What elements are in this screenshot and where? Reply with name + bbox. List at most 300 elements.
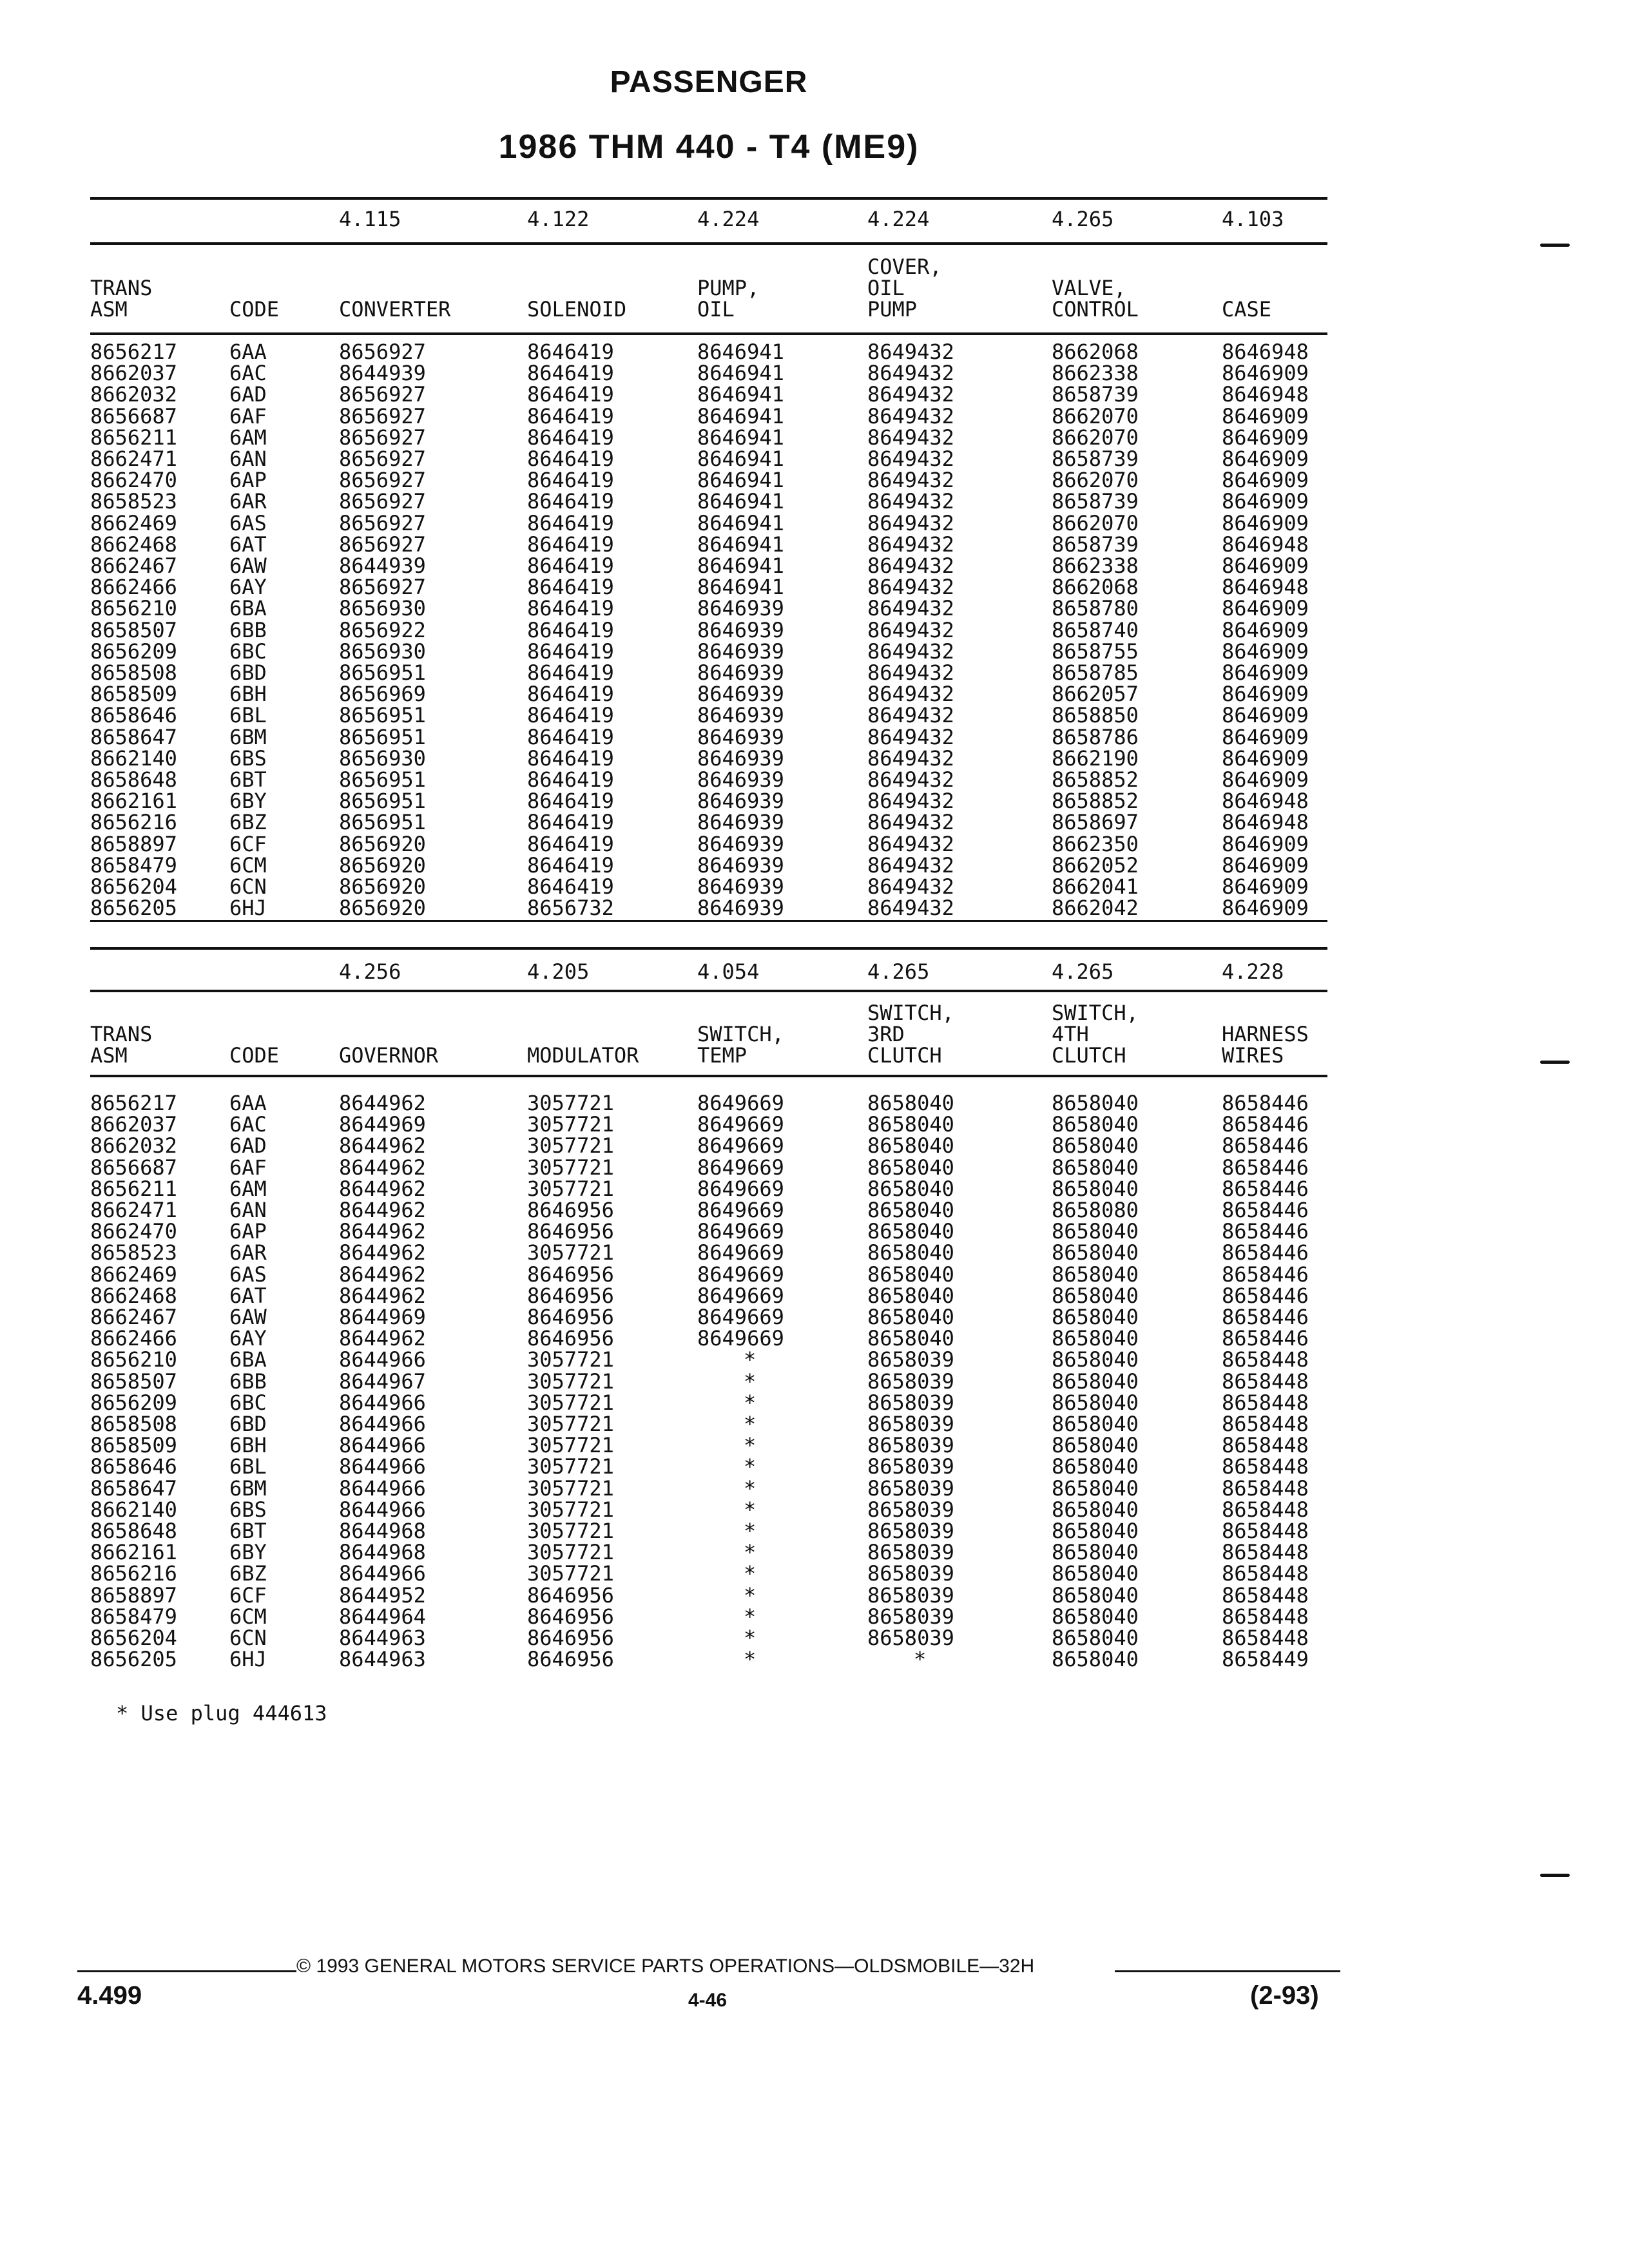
section-code: 4.115 (339, 207, 401, 231)
table-cell: 8658040 (1052, 1540, 1139, 1565)
table-cell: 8649432 (867, 532, 954, 557)
table-cell: 8646948 (1222, 810, 1309, 835)
table-cell: 8656930 (339, 596, 426, 621)
table-cell: 8658448 (1222, 1582, 1309, 1608)
table-cell: 6AR (229, 1240, 267, 1265)
table-cell: 8656211 (90, 1176, 177, 1201)
table-cell: 8649669 (697, 1133, 784, 1158)
table-cell: 8658039 (867, 1604, 954, 1629)
table-cell: 8658508 (90, 1412, 177, 1436)
table-cell: 3057721 (527, 1133, 614, 1158)
table-cell: 8646939 (697, 596, 784, 621)
table-cell: 8656920 (339, 852, 426, 878)
column-header: CODE (229, 1043, 280, 1068)
table-cell: 8646419 (527, 617, 614, 642)
footer-rule-right (1115, 1970, 1340, 1972)
table-row (90, 812, 1327, 833)
table-cell: 8658446 (1222, 1219, 1309, 1244)
table-cell: 8644966 (339, 1561, 426, 1586)
table-cell: 8658446 (1222, 1198, 1309, 1222)
table-cell: 8649669 (697, 1262, 784, 1287)
table-cell: 8658508 (90, 660, 177, 685)
table-cell: 8662468 (90, 532, 177, 557)
table-cell: 6BT (229, 767, 267, 792)
table-cell: 8644962 (339, 1198, 426, 1222)
table-cell: 8658446 (1222, 1155, 1309, 1180)
table-cell: 8649432 (867, 639, 954, 664)
table-cell: 8646909 (1222, 510, 1309, 535)
table-cell: 8646939 (697, 874, 784, 899)
table-cell: 6BY (229, 1540, 267, 1565)
table-cell: 8649432 (867, 724, 954, 749)
table-row (90, 831, 1327, 856)
table-cell: 8644966 (339, 1412, 426, 1436)
table-cell: 3057721 (527, 1433, 614, 1458)
table-cell: 8662140 (90, 1497, 177, 1522)
table-cell: 8662140 (90, 745, 177, 771)
table-row (90, 1582, 1327, 1608)
table-cell: 8656927 (339, 447, 426, 471)
table-cell: 6BD (229, 660, 267, 685)
table-cell: 8656687 (90, 1155, 177, 1180)
table-row (90, 769, 1327, 791)
margin-mark (1540, 244, 1570, 247)
table-cell: 6HJ (229, 1647, 267, 1672)
table-row (90, 448, 1327, 470)
table-row (90, 1093, 1327, 1114)
table-cell: 8656927 (339, 403, 426, 428)
table-cell: 6AT (229, 1283, 267, 1308)
table-cell: 8656209 (90, 639, 177, 664)
table-cell: 8656951 (339, 810, 426, 835)
table-cell: 8662470 (90, 1219, 177, 1244)
table-cell: 8658446 (1222, 1112, 1309, 1137)
table-cell: 8662338 (1052, 361, 1139, 386)
table-cell: 8649669 (697, 1176, 784, 1201)
table-cell: 8658448 (1222, 1433, 1309, 1458)
table-cell: 8658040 (1052, 1112, 1139, 1137)
table-cell: 8646419 (527, 789, 614, 814)
table-row (90, 1328, 1327, 1349)
section-code: 4.103 (1222, 207, 1284, 231)
table-cell: 8662070 (1052, 468, 1139, 493)
table-cell: 8656205 (90, 1647, 177, 1672)
table-cell: 8662338 (1052, 553, 1139, 578)
table-cell: 8658040 (1052, 1262, 1139, 1287)
table-cell: 8658039 (867, 1433, 954, 1458)
table-cell: 6BZ (229, 810, 267, 835)
table-cell: 8658446 (1222, 1305, 1309, 1329)
table-cell: 8658039 (867, 1454, 954, 1479)
table-cell: 8646419 (527, 510, 614, 535)
table-cell: * (744, 1475, 757, 1501)
table-cell: 8656922 (339, 617, 426, 642)
table-cell: 3057721 (527, 1112, 614, 1137)
table-cell: 8649432 (867, 852, 954, 878)
column-header: CODE (229, 297, 280, 322)
table-cell: 8646939 (697, 810, 784, 835)
table-cell: 8658080 (1052, 1198, 1139, 1222)
table-cell: 8646909 (1222, 896, 1309, 921)
table-cell: 8656927 (339, 489, 426, 514)
table-cell: 8658446 (1222, 1091, 1309, 1115)
table-cell: 8658040 (1052, 1433, 1139, 1458)
table-cell: 8658040 (867, 1176, 954, 1201)
table-cell: 8646909 (1222, 831, 1309, 856)
column-header: TEMP (697, 1043, 747, 1068)
table-cell: 8658448 (1222, 1561, 1309, 1586)
table-cell: 8658039 (867, 1390, 954, 1415)
table-cell: 6AC (229, 361, 267, 386)
table-cell: 8658040 (1052, 1219, 1139, 1244)
table-cell: 8644969 (339, 1112, 426, 1137)
column-header: ASM (90, 297, 128, 322)
column-header: PUMP, (697, 276, 760, 300)
table-cell: 8656951 (339, 660, 426, 685)
table-cell: 8646941 (697, 468, 784, 493)
table-cell: 6BL (229, 1454, 267, 1479)
table-cell: 3057721 (527, 1369, 614, 1394)
section-code: 4.265 (1052, 207, 1114, 231)
table-cell: 8658786 (1052, 724, 1139, 749)
table-cell: 8646419 (527, 340, 614, 364)
table-cell: 8649669 (697, 1240, 784, 1265)
table-row (90, 341, 1327, 363)
table-cell: 8658448 (1222, 1626, 1309, 1650)
table-cell: 8646419 (527, 468, 614, 493)
table-cell: * (744, 1519, 757, 1543)
section-code: 4.265 (867, 959, 930, 984)
table-row (90, 1242, 1327, 1264)
table-row (90, 598, 1327, 619)
table-cell: 8658039 (867, 1369, 954, 1394)
table-cell: 6CM (229, 852, 267, 878)
table-cell: 8646956 (527, 1582, 614, 1608)
table-cell: 8649432 (867, 767, 954, 792)
table-row (90, 1371, 1327, 1392)
table-cell: 8646419 (527, 532, 614, 557)
table-cell: 8649432 (867, 489, 954, 514)
table-row (90, 662, 1327, 684)
footer-date: (2-93) (1250, 1981, 1319, 2010)
table-cell: 8658739 (1052, 382, 1139, 407)
table-cell: 8646939 (697, 896, 784, 921)
table-cell: 8646956 (527, 1283, 614, 1308)
table-cell: * (744, 1604, 757, 1629)
table-cell: 8646909 (1222, 596, 1309, 621)
table-cell: 8646909 (1222, 468, 1309, 493)
table-top-rule (90, 197, 1327, 200)
table-cell: 8646419 (527, 745, 614, 771)
table-cell: 8646956 (527, 1262, 614, 1287)
column-header: TRANS (90, 1022, 153, 1046)
table-cell: 3057721 (527, 1390, 614, 1415)
table-cell: 8646419 (527, 361, 614, 386)
table-cell: 6AW (229, 1305, 267, 1329)
table-cell: 6BH (229, 1433, 267, 1458)
table-cell: 8646419 (527, 874, 614, 899)
table-cell: 8658040 (1052, 1561, 1139, 1586)
table-cell: 6BY (229, 789, 267, 814)
table-cell: 8658448 (1222, 1519, 1309, 1543)
table-cell: 8646939 (697, 724, 784, 749)
table-row (90, 876, 1327, 898)
table-cell: 6BS (229, 1497, 267, 1522)
table-row (90, 1456, 1327, 1477)
column-header: OIL (697, 297, 735, 322)
table-cell: 6BC (229, 639, 267, 664)
table-cell: 6AW (229, 553, 267, 578)
table-cell: 8656930 (339, 745, 426, 771)
table-row (90, 1542, 1327, 1563)
table-cell: 8644962 (339, 1176, 426, 1201)
table-cell: 8646909 (1222, 874, 1309, 899)
table-cell: 6AD (229, 382, 267, 407)
table-cell: 8658646 (90, 703, 177, 728)
table-cell: 3057721 (527, 1540, 614, 1565)
table-cell: 6BT (229, 1519, 267, 1543)
table-cell: 8646939 (697, 639, 784, 664)
table-cell: 6AY (229, 1326, 267, 1351)
table-cell: 8656951 (339, 724, 426, 749)
table-row (90, 1349, 1327, 1370)
table-cell: * (744, 1582, 757, 1608)
table-cell: 8646909 (1222, 553, 1309, 578)
table-cell: 8644952 (339, 1582, 426, 1608)
table-cell: 6BA (229, 596, 267, 621)
footnote: * Use plug 444613 (116, 1701, 327, 1725)
table-cell: 8646419 (527, 425, 614, 450)
table-cell: 8662041 (1052, 874, 1139, 899)
column-header: SOLENOID (527, 297, 627, 322)
table-cell: 8646948 (1222, 789, 1309, 814)
section-code: 4.224 (697, 207, 760, 231)
section-code: 4.122 (527, 207, 590, 231)
table-row (90, 1307, 1327, 1328)
table-cell: 8649432 (867, 575, 954, 600)
table-cell: 3057721 (527, 1176, 614, 1201)
table-cell: 8646909 (1222, 447, 1309, 471)
table-cell: 8646941 (697, 532, 784, 557)
table-cell: 8646941 (697, 447, 784, 471)
table-cell: 8646956 (527, 1647, 614, 1672)
table-cell: 8649432 (867, 874, 954, 899)
table-cell: 6AS (229, 510, 267, 535)
margin-mark (1540, 1874, 1570, 1877)
table-cell: 6BL (229, 703, 267, 728)
table-cell: * (744, 1347, 757, 1372)
table-cell: 8658040 (1052, 1347, 1139, 1372)
table-cell: 8658446 (1222, 1283, 1309, 1308)
table-row (90, 1135, 1327, 1157)
table-cell: 8658040 (867, 1133, 954, 1158)
column-header: VALVE, (1052, 276, 1126, 300)
table-cell: 8646909 (1222, 852, 1309, 878)
table-cell: 8646956 (527, 1626, 614, 1650)
table-row (90, 898, 1327, 919)
table-row (90, 363, 1327, 384)
table-cell: 6AR (229, 489, 267, 514)
table-row (90, 1475, 1327, 1501)
table-cell: 8649669 (697, 1326, 784, 1351)
table-row (90, 1178, 1327, 1200)
table-cell: 8662466 (90, 1326, 177, 1351)
table-cell: 3057721 (527, 1347, 614, 1372)
table-row (90, 1285, 1327, 1307)
table-cell: 8646939 (697, 852, 784, 878)
table-cell: 8644968 (339, 1540, 426, 1565)
table-cell: 6BA (229, 1347, 267, 1372)
table-bottom-rule (90, 920, 1327, 922)
table-cell: 8646956 (527, 1604, 614, 1629)
table-cell: 8656211 (90, 425, 177, 450)
table-cell: 6CF (229, 1582, 267, 1608)
table-cell: 8649432 (867, 617, 954, 642)
table-cell: 8646939 (697, 767, 784, 792)
table-cell: 8658040 (1052, 1647, 1139, 1672)
table-row (90, 427, 1327, 448)
table-cell: 8656210 (90, 1347, 177, 1372)
table-cell: 8649432 (867, 403, 954, 428)
table-row (90, 745, 1327, 771)
table-cell: 8644966 (339, 1454, 426, 1479)
table-cell: 8649432 (867, 660, 954, 685)
table-cell: 6BH (229, 682, 267, 707)
table-cell: 8646941 (697, 340, 784, 364)
table-cell: 8662471 (90, 447, 177, 471)
table-cell: 8658448 (1222, 1540, 1309, 1565)
table-cell: 8658040 (1052, 1497, 1139, 1522)
column-header-row (90, 256, 1327, 327)
table-cell: 8658523 (90, 489, 177, 514)
table-row (90, 1563, 1327, 1584)
table-cell: 8658448 (1222, 1347, 1309, 1372)
table-row (90, 1435, 1327, 1456)
table-cell: 8646909 (1222, 425, 1309, 450)
table-cell: 8658446 (1222, 1176, 1309, 1201)
table-cell: 8646419 (527, 403, 614, 428)
table-cell: 8649669 (697, 1112, 784, 1137)
table-cell: 8649669 (697, 1155, 784, 1180)
table-cell: 6AC (229, 1112, 267, 1137)
table-cell: 8658448 (1222, 1390, 1309, 1415)
column-header: 3RD (867, 1022, 905, 1046)
table-cell: 8658507 (90, 617, 177, 642)
column-header: CASE (1222, 297, 1272, 322)
table-cell: 8644962 (339, 1326, 426, 1351)
table-cell: * (744, 1647, 757, 1672)
table-cell: 8649432 (867, 682, 954, 707)
table-cell: 8658739 (1052, 447, 1139, 471)
table-cell: 8656927 (339, 468, 426, 493)
table-row (90, 1392, 1327, 1414)
table-cell: 8662052 (1052, 852, 1139, 878)
table-cell: 8646948 (1222, 382, 1309, 407)
table-row (90, 724, 1327, 749)
table-cell: 8658740 (1052, 617, 1139, 642)
table-cell: 8646419 (527, 682, 614, 707)
table-cell: 8646956 (527, 1305, 614, 1329)
table-cell: 8662070 (1052, 425, 1139, 450)
table-cell: * (744, 1497, 757, 1522)
column-header: GOVERNOR (339, 1043, 439, 1068)
parts-table-1 (90, 192, 1327, 952)
table-cell: 8646956 (527, 1326, 614, 1351)
table-cell: 8649432 (867, 831, 954, 856)
table-cell: 8658040 (1052, 1305, 1139, 1329)
column-header: MODULATOR (527, 1043, 639, 1068)
table-cell: 3057721 (527, 1454, 614, 1479)
table-top-rule (90, 947, 1327, 950)
table-cell: 8646939 (697, 831, 784, 856)
table-cell: 8649432 (867, 382, 954, 407)
table-cell: 8646909 (1222, 745, 1309, 771)
table-cell: 8649432 (867, 789, 954, 814)
table-cell: 3057721 (527, 1091, 614, 1115)
table-cell: 8658852 (1052, 789, 1139, 814)
table-cell: 8658449 (1222, 1647, 1309, 1672)
table-cell: 8644966 (339, 1347, 426, 1372)
table-cell: 8658448 (1222, 1454, 1309, 1479)
table-cell: 8658039 (867, 1582, 954, 1608)
table-cell: 8649432 (867, 596, 954, 621)
table-row (90, 1114, 1327, 1135)
section-code: 4.054 (697, 959, 760, 984)
footer-section-number: 4.499 (77, 1981, 142, 2010)
table-cell: 8649432 (867, 468, 954, 493)
table-cell: 8649669 (697, 1091, 784, 1115)
table-cell: 6BS (229, 745, 267, 771)
table-cell: 8658739 (1052, 532, 1139, 557)
table-cell: 8646941 (697, 575, 784, 600)
table-cell: 8646909 (1222, 660, 1309, 685)
table-cell: 8649669 (697, 1283, 784, 1308)
table-cell: 8646941 (697, 382, 784, 407)
table-row (90, 403, 1327, 428)
table-cell: 8658040 (867, 1262, 954, 1287)
table-cell: 8656732 (527, 896, 614, 921)
table-cell: 8656927 (339, 510, 426, 535)
table-cell: 8644962 (339, 1133, 426, 1158)
table-cell: 8644966 (339, 1475, 426, 1501)
table-cell: 8656217 (90, 1091, 177, 1115)
table-cell: 8656216 (90, 810, 177, 835)
table-cell: 8662471 (90, 1198, 177, 1222)
table-cell: 8656951 (339, 789, 426, 814)
table-cell: 8646419 (527, 810, 614, 835)
table-cell: 8658040 (1052, 1519, 1139, 1543)
table-cell: 8658448 (1222, 1497, 1309, 1522)
table-cell: 8649432 (867, 340, 954, 364)
table-cell: 8662032 (90, 1133, 177, 1158)
table-cell: 8662037 (90, 361, 177, 386)
table-cell: 8658040 (867, 1240, 954, 1265)
column-header: COVER, (867, 255, 942, 279)
table-cell: 8662068 (1052, 340, 1139, 364)
column-header: SWITCH, (697, 1022, 784, 1046)
table-cell: 3057721 (527, 1561, 614, 1586)
column-header-row (90, 1003, 1327, 1073)
table-cell: 8658523 (90, 1240, 177, 1265)
table-row (90, 1221, 1327, 1242)
table-cell: 6BB (229, 617, 267, 642)
table-cell: 8658039 (867, 1347, 954, 1372)
column-header: WIRES (1222, 1043, 1284, 1068)
section-code-rule (90, 242, 1327, 245)
table-cell: 8662468 (90, 1283, 177, 1308)
table-cell: 8646909 (1222, 703, 1309, 728)
table-row (90, 1499, 1327, 1521)
